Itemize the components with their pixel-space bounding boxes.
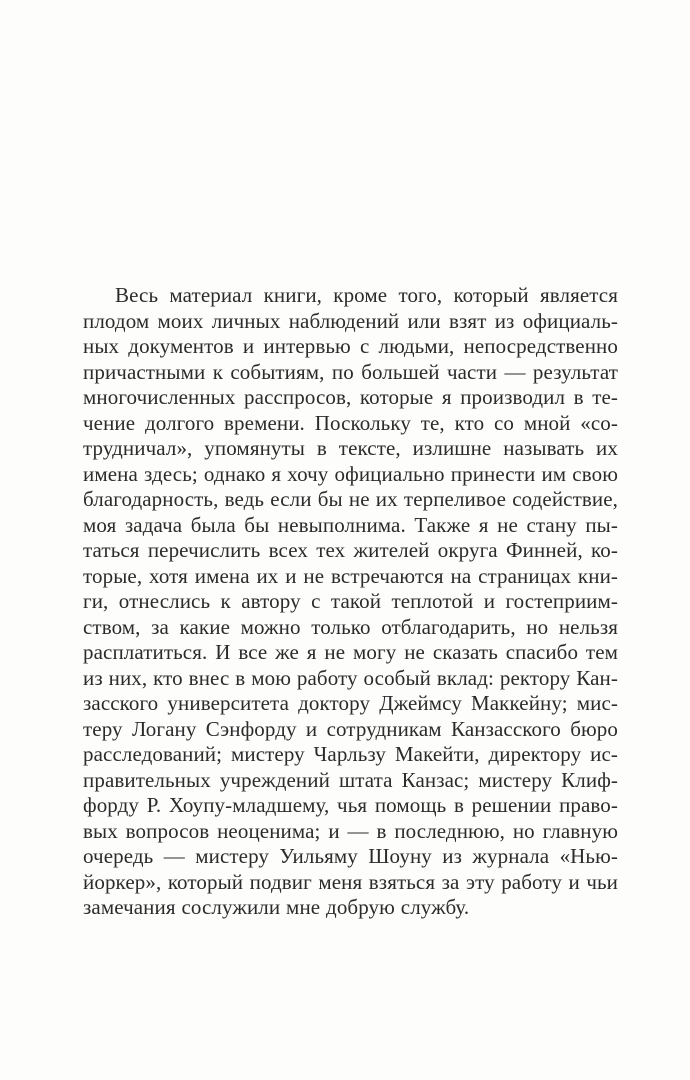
text-line: ством, за какие можно только отблагодарить, но нельзя: [83, 614, 618, 639]
text-line: причастными к событиям, по большей части — результат: [83, 359, 618, 384]
text-line: благодарность, ведь если бы не их терпеливое содействие,: [83, 487, 618, 511]
text-line: плодом моих личных наблюдений или взят из официаль-: [83, 308, 618, 333]
text-line: форду Р. Хоупу-младшему, чья помощь в решении право-: [83, 793, 618, 817]
text-line: расследований; мистеру Чарльзу Макейти, директору ис-: [83, 742, 618, 766]
text-line: таться перечислить всех тех жителей округа Финней, ко-: [83, 538, 618, 562]
text-line: многочисленных расспросов, которые я производил в те-: [83, 385, 618, 409]
text-line: правительных учреждений штата Канзас; мистеру Клиф-: [83, 767, 618, 792]
text-line: замечания сослужили мне добрую службу.: [83, 895, 470, 919]
acknowledgments-paragraph: [83, 283, 618, 921]
text-line: имена здесь; однако я хочу официально принести им свою: [83, 461, 618, 486]
text-line: ных документов и интервью с людьми, непосредственно: [83, 334, 618, 358]
text-line: вых вопросов неоценима; и — в последнюю, но главную: [83, 818, 618, 843]
text-line: расплатиться. И все же я не могу не сказать спасибо тем: [83, 640, 618, 664]
text-line: чение долгого времени. Поскольку те, кто со мной «со-: [83, 410, 618, 435]
text-line: засского университета доктору Джеймсу Маккейну; мис-: [83, 691, 618, 715]
text-line: из них, кто внес в мою работу особый вклад: ректору Кан-: [83, 665, 618, 690]
text-line: трудничал», упомянуты в тексте, излишне называть их: [83, 436, 618, 460]
text-line: ги, отнеслись к автору с такой теплотой и гостеприим-: [83, 589, 618, 613]
text-line: йоркер», который подвиг меня взяться за эту работу и чьи: [83, 869, 618, 894]
text-line: Весь материал книги, кроме того, который является: [115, 283, 618, 307]
text-line: торые, хотя имена их и не встречаются на страницах кни-: [83, 563, 618, 588]
text-line: теру Логану Сэнфорду и сотрудникам Канзасского бюро: [83, 716, 618, 741]
text-line: очередь — мистеру Уильяму Шоуну из журнала «Нью-: [83, 844, 618, 868]
text-line: моя задача была бы невыполнима. Также я не стану пы-: [83, 512, 618, 537]
